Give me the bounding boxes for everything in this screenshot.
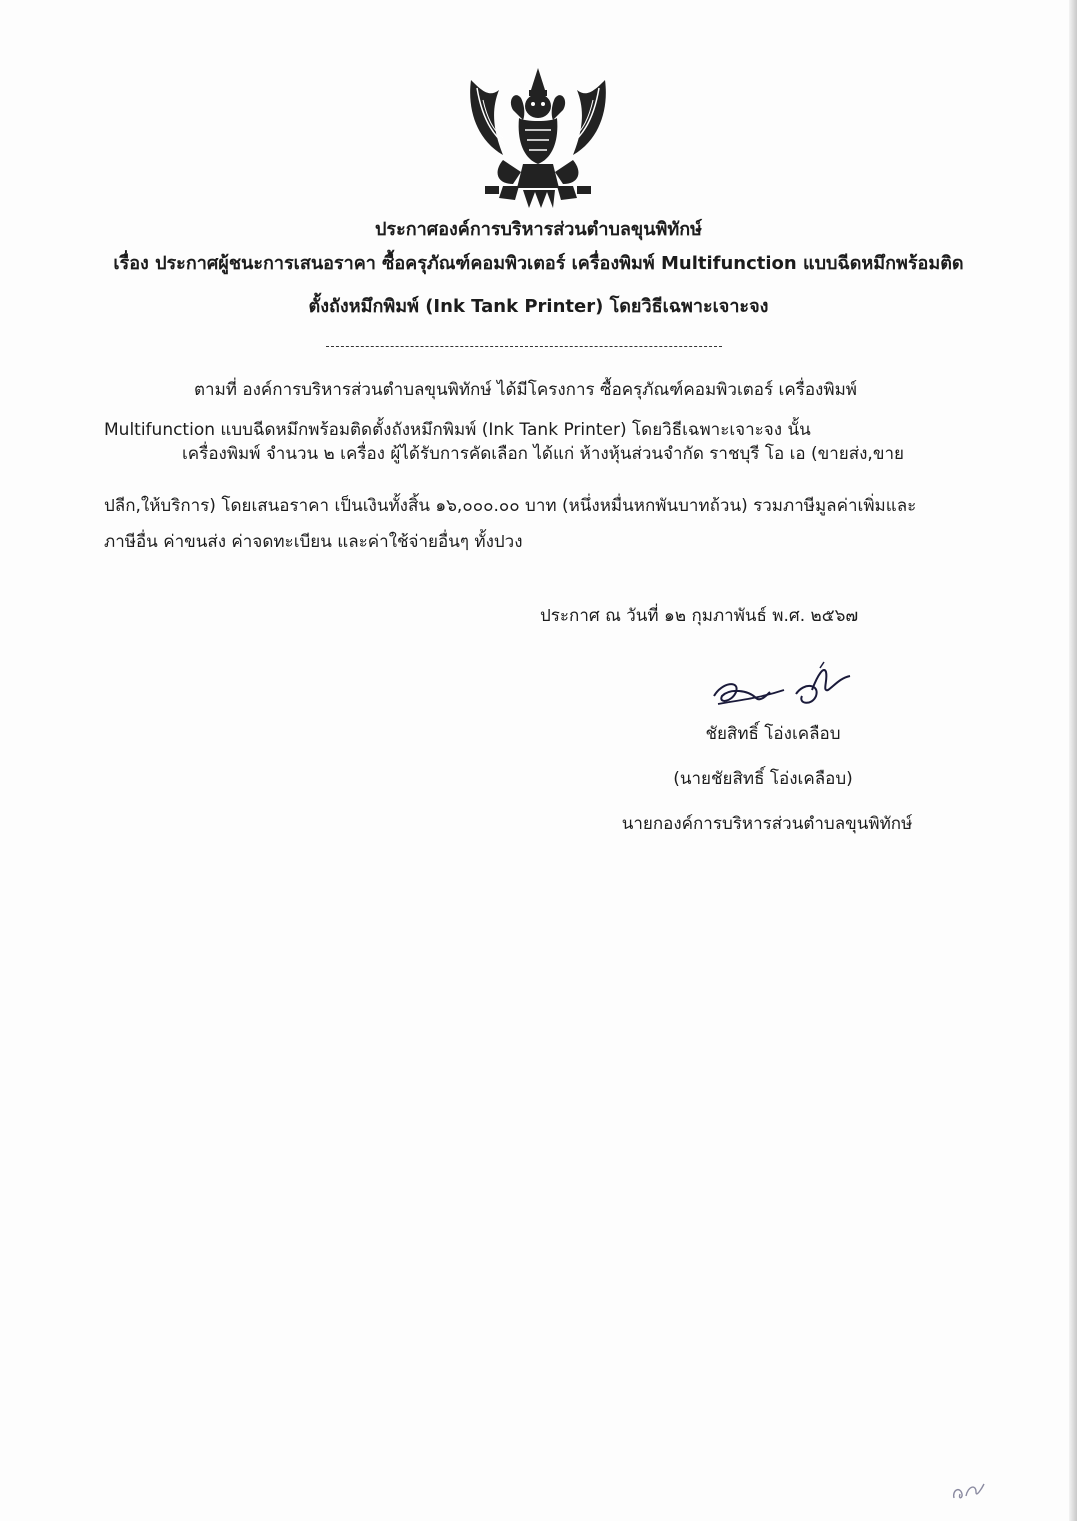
signer-name: ชัยสิทธิ์ โอ่งเคลือบ [705,724,841,744]
garuda-emblem-icon [463,60,613,215]
document-subject-line-1: เรื่อง ประกาศผู้ชนะการเสนอราคา ซื้อครุภัณฑ์คอมพิวเตอร์ เครื่องพิมพ์ Multifunction แบบฉีดหมึกพร้อมติด [113,253,964,274]
scan-edge-shadow [1069,0,1077,1521]
body-line-2: Multifunction แบบฉีดหมึกพร้อมติดตั้งถังหมึกพิมพ์ (Ink Tank Printer) โดยวิธีเฉพาะเจาะจง นั้น [104,420,811,440]
body-line-4: ปลีก,ให้บริการ) โดยเสนอราคา เป็นเงินทั้งสิ้น ๑๖,๐๐๐.๐๐ บาท (หนึ่งหมื่นหกพันบาทถ้วน) รวมภาษีมูลค่าเพิ่มและ [104,496,917,516]
document-heading: ประกาศองค์การบริหารส่วนตำบลขุนพิทักษ์ [375,219,702,240]
signer-full-name: (นายชัยสิทธิ์ โอ่งเคลือบ) [673,769,853,789]
handwritten-signature-icon [700,660,860,720]
body-line-5: ภาษีอื่น ค่าขนส่ง ค่าจดทะเบียน และค่าใช้จ่ายอื่นๆ ทั้งปวง [104,532,523,552]
document-subject-line-2: ตั้งถังหมึกพิมพ์ (Ink Tank Printer) โดยวิธีเฉพาะเจาะจง [308,296,769,317]
heading-divider [326,346,722,347]
handwritten-initials-icon [948,1476,998,1506]
body-line-3: เครื่องพิมพ์ จำนวน ๒ เครื่อง ผู้ได้รับการคัดเลือก ได้แก่ ห้างหุ้นส่วนจำกัด ราชบุรี โอ เอ (ขายส่ง,ขาย [182,444,904,464]
announcement-date: ประกาศ ณ วันที่ ๑๒ กุมภาพันธ์ พ.ศ. ๒๕๖๗ [540,606,859,626]
body-line-1: ตามที่ องค์การบริหารส่วนตำบลขุนพิทักษ์ ได้มีโครงการ ซื้อครุภัณฑ์คอมพิวเตอร์ เครื่องพิมพ์ [194,380,857,400]
signer-position: นายกองค์การบริหารส่วนตำบลขุนพิทักษ์ [621,814,913,834]
